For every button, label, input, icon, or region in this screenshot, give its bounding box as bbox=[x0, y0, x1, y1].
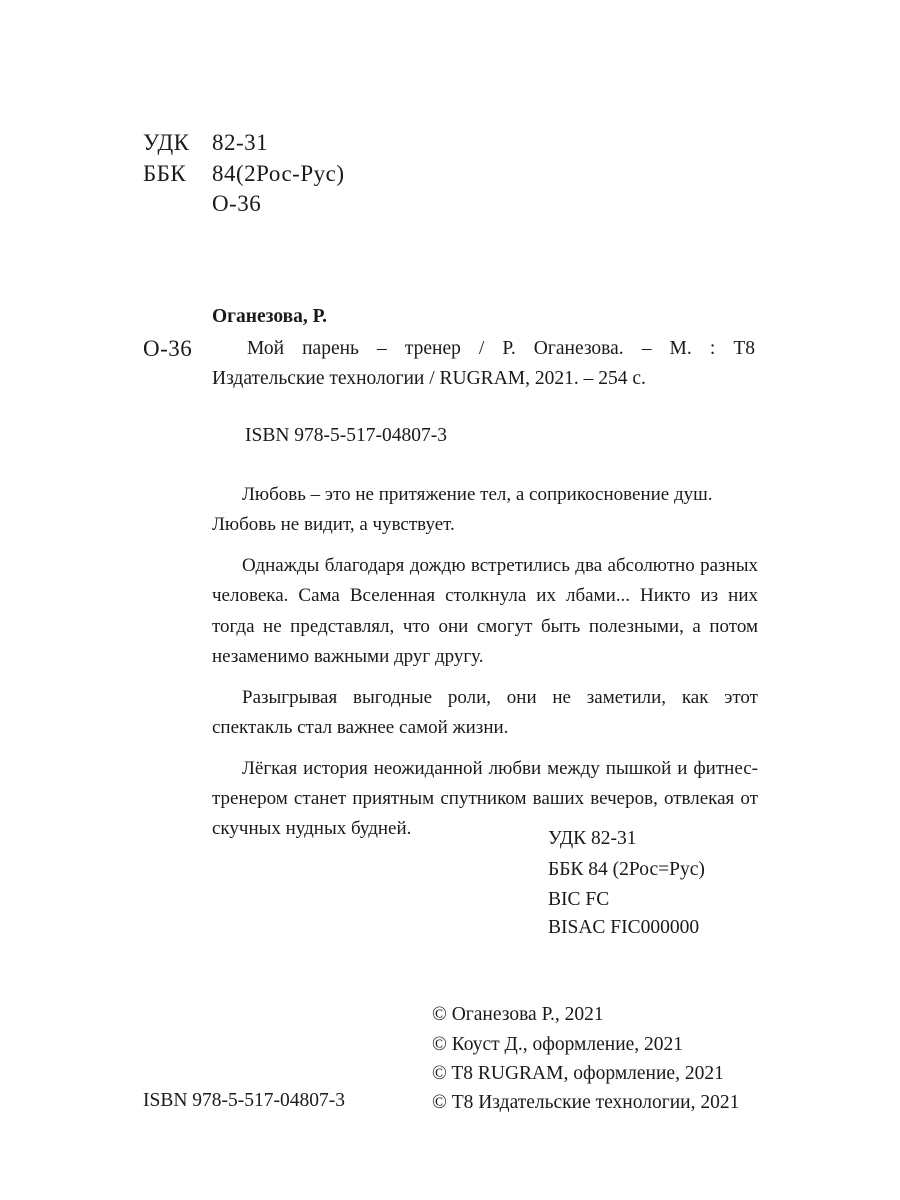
bbk-value: 84(2Рос-Рус) bbox=[212, 161, 345, 186]
title-line-1: Мой парень – тренер / Р. Оганезова. – М. : Т8 bbox=[247, 338, 755, 359]
class-udk: УДК 82-31 bbox=[548, 828, 637, 849]
copyright-line: © Коуст Д., оформление, 2021 bbox=[432, 1034, 684, 1055]
udk-value: 82-31 bbox=[212, 130, 269, 155]
annotation-paragraph: Лёгкая история неожиданной любви между пышкой и фитнес-тренером станет приятным спутником ваших вечеров, отвлекая от скучных нудных будней. bbox=[212, 757, 758, 840]
copyright-line: © T8 RUGRAM, оформление, 2021 bbox=[432, 1063, 724, 1084]
annotation-paragraph: Разыгрывая выгодные роли, они не заметили, как этот спектакль стал важнее самой жизни. bbox=[212, 686, 758, 739]
author-name: Оганезова, Р. bbox=[212, 306, 328, 327]
class-bic: BIC FC bbox=[548, 889, 610, 910]
annotation-paragraph: Любовь не видит, а чувствует. bbox=[212, 514, 455, 536]
title-line-2: Издательские технологии / RUGRAM, 2021. – 254 с. bbox=[212, 368, 646, 389]
bbk-label: ББК bbox=[143, 161, 187, 186]
copyright-line: © Т8 Издательские технологии, 2021 bbox=[432, 1092, 740, 1113]
entry-isbn: ISBN 978-5-517-04807-3 bbox=[245, 425, 448, 446]
copyright-line: © Оганезова Р., 2021 bbox=[432, 1004, 604, 1025]
class-bisac: BISAC FIC000000 bbox=[548, 917, 700, 938]
annotation bbox=[212, 480, 758, 855]
author-mark: О-36 bbox=[212, 191, 262, 216]
class-bbk: ББК 84 (2Рос=Рус) bbox=[548, 859, 705, 880]
entry-mark: О-36 bbox=[143, 336, 193, 361]
footer-isbn: ISBN 978-5-517-04807-3 bbox=[143, 1090, 346, 1111]
annotation-paragraph: Любовь – это не притяжение тел, а соприкосновение душ. bbox=[242, 484, 713, 505]
annotation-paragraph: Однажды благодаря дождю встретились два абсолютно разных человека. Сама Вселенная столкнула их лбами... Никто из них тогда не представлял, что они смогут быть полезными, а потом незаменимо важными друг другу. bbox=[212, 555, 758, 667]
udk-label: УДК bbox=[143, 130, 190, 155]
